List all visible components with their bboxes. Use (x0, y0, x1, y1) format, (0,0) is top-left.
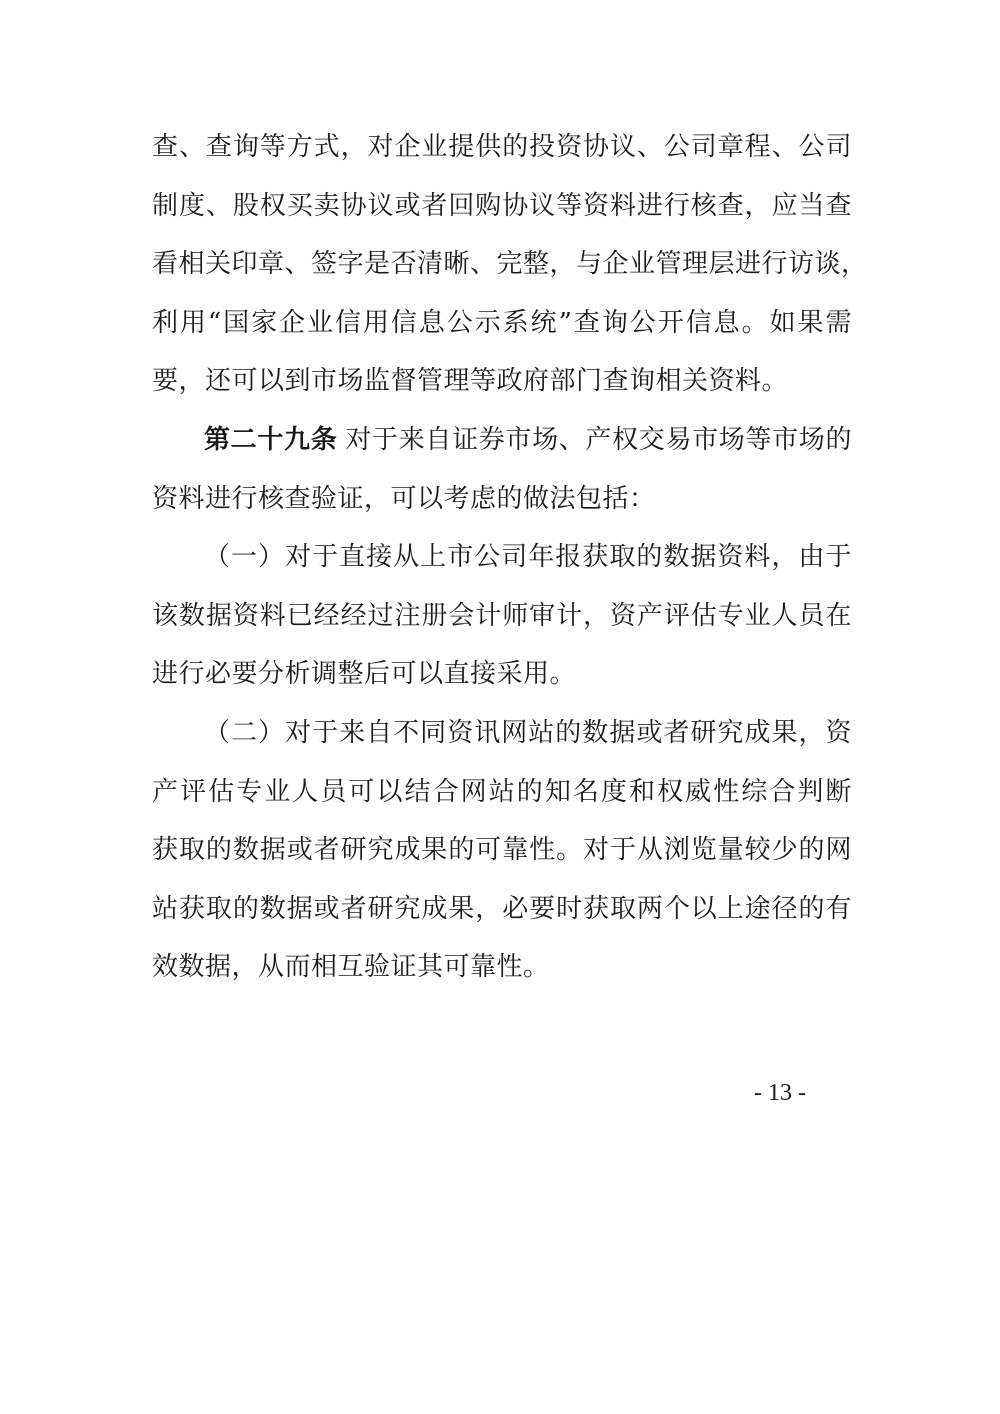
text-line: 站获取的数据或者研究成果，必要时获取两个以上途径的有 (152, 893, 852, 924)
text-line: （二）对于来自不同资讯网站的数据或者研究成果，资 (204, 717, 852, 748)
paragraph-1 (152, 118, 868, 411)
text-line: 该数据资料已经经过注册会计师审计，资产评估专业人员在 (152, 600, 852, 631)
text-line: 获取的数据或者研究成果的可靠性。对于从浏览量较少的网 (152, 835, 852, 866)
page-number: - 13 - (754, 1080, 806, 1106)
text-line: 利用“国家企业信用信息公示系统”查询公开信息。如果需 (152, 307, 852, 338)
text-line: 要，还可以到市场监督管理等政府部门查询相关资料。 (152, 366, 789, 397)
article-first-line (152, 411, 852, 470)
text-line: 效数据，从而相互验证其可靠性。 (152, 952, 550, 983)
document-body (152, 118, 868, 997)
text-line: 产评估专业人员可以结合网站的知名度和权威性综合判断 (152, 776, 852, 807)
item-2 (152, 704, 852, 997)
text-line: 进行必要分析调整后可以直接采用。 (152, 659, 577, 690)
item-1 (152, 528, 852, 704)
text-line: 查、查询等方式，对企业提供的投资协议、公司章程、公司 (152, 132, 852, 162)
text-line: （一）对于直接从上市公司年报获取的数据资料，由于 (204, 542, 852, 573)
text-line: 制度、股权买卖协议或者回购协议等资料进行核查，应当查 (152, 190, 852, 221)
article-text: 对于来自证券市场、产权交易市场等市场的 (345, 424, 852, 455)
article-29 (152, 411, 852, 528)
text-line: 资料进行核查验证，可以考虑的做法包括： (152, 483, 656, 514)
text-line: 看相关印章、签字是否清晰、完整，与企业管理层进行访谈， (152, 249, 868, 280)
article-number: 第二十九条 (204, 424, 338, 455)
